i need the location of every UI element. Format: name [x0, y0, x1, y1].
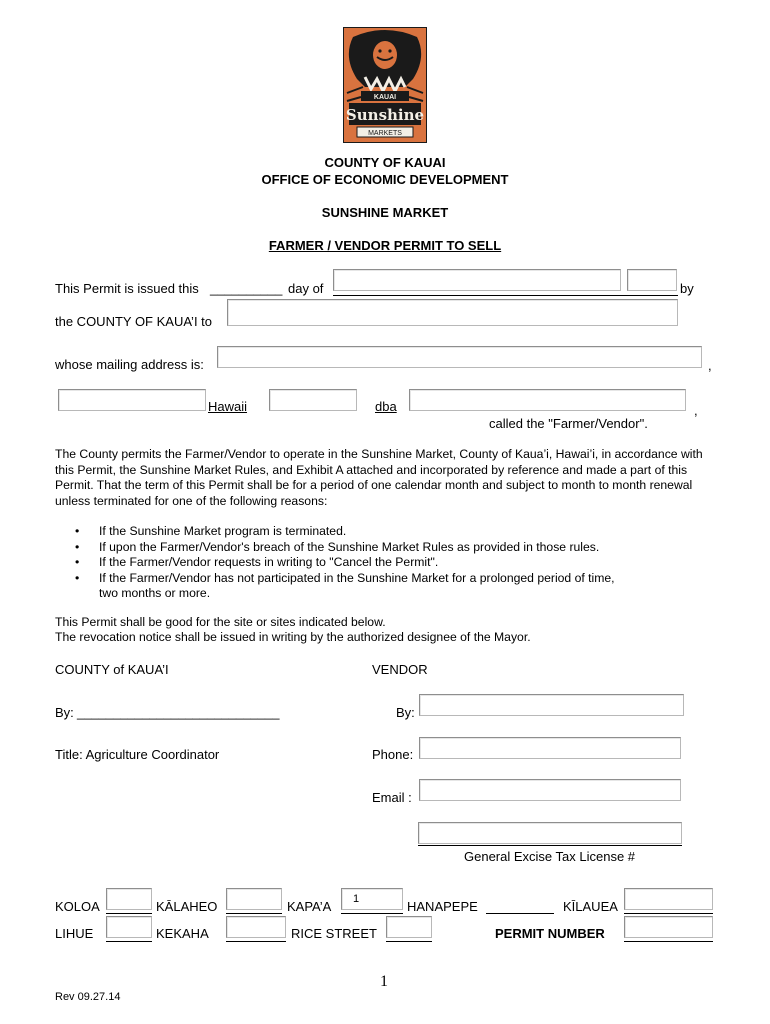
list-item: • If the Farmer/Vendor has not participated in the Sunshine Market for a prolonged period of time,: [75, 570, 615, 585]
city-field[interactable]: [58, 389, 206, 411]
vendor-label: VENDOR: [372, 662, 428, 677]
list-item: • If the Sunshine Market program is terminated.: [75, 524, 347, 538]
site-kalaheo-label: KĀLAHEO: [156, 899, 218, 914]
by-label: by: [680, 281, 694, 296]
site-kekaha-field[interactable]: [226, 916, 286, 938]
called-farmer-vendor: called the "Farmer/Vendor".: [489, 416, 648, 431]
mailing-address-field[interactable]: [217, 346, 702, 368]
logo-sunshine-text: Sunshine: [345, 106, 425, 124]
phone-label: Phone:: [372, 747, 414, 762]
site-kilauea-label: KĪLAUEA: [563, 899, 618, 914]
dba-label: dba: [375, 399, 397, 414]
zip-field[interactable]: [269, 389, 357, 411]
list-item: • If the Farmer/Vendor requests in writing to "Cancel the Permit".: [75, 555, 439, 570]
dba-field[interactable]: [409, 389, 686, 411]
page-number: 1: [380, 973, 388, 990]
email-field[interactable]: [419, 779, 681, 801]
sunshine-markets-logo: [343, 27, 427, 143]
tax-license-label: General Excise Tax License #: [464, 849, 636, 864]
site-kilauea-field[interactable]: [624, 888, 713, 910]
site-kapaa-label: KAPA’A: [287, 899, 332, 914]
site-lihue-field[interactable]: [106, 916, 152, 938]
email-label: Email :: [372, 790, 412, 805]
county-title: Title: Agriculture Coordinator: [55, 747, 220, 762]
site-rice-street-field[interactable]: [386, 916, 432, 938]
termination-reasons-list: [75, 524, 715, 602]
site-rice-street-label: RICE STREET: [291, 926, 377, 941]
site-kapaa-value: 1: [352, 893, 360, 905]
vendor-name-field[interactable]: [227, 299, 678, 326]
list-item: • If upon the Farmer/Vendor's breach of the Sunshine Market Rules as provided in those rules.: [75, 539, 600, 554]
day-of-label: day of: [288, 281, 324, 296]
permit-number-label: PERMIT NUMBER: [495, 926, 605, 941]
revocation-statement: The revocation notice shall be issued in writing by the authorized designee of the Mayor.: [55, 630, 531, 644]
mailing-comma: ,: [708, 358, 712, 373]
site-statement: This Permit shall be good for the site or sites indicated below.: [55, 615, 386, 629]
mailing-label: whose mailing address is:: [55, 357, 204, 372]
phone-field[interactable]: [419, 737, 681, 759]
county-signature-line: ____________________________: [77, 705, 280, 720]
year-field[interactable]: [627, 269, 677, 291]
site-koloa-field[interactable]: [106, 888, 152, 910]
site-lihue-label: LIHUE: [55, 926, 94, 941]
revision-label: Rev 09.27.14: [55, 991, 121, 1003]
vendor-by-label: By:: [396, 705, 415, 720]
issued-label: This Permit is issued this: [55, 281, 199, 296]
site-koloa-label: KOLOA: [55, 899, 100, 914]
issued-day-blank: __________: [210, 281, 283, 296]
list-item-continuation: two months or more.: [99, 586, 211, 601]
county-label: COUNTY of KAUA’I: [55, 662, 169, 677]
header-county: COUNTY OF KAUAI: [324, 155, 446, 170]
header-sunshine-market: SUNSHINE MARKET: [321, 205, 449, 220]
vendor-by-field[interactable]: [419, 694, 684, 716]
site-hanapepe-label: HANAPEPE: [407, 899, 478, 914]
site-kekaha-label: KEKAHA: [156, 926, 209, 941]
county-by-label: By:: [55, 705, 74, 720]
header-permit-title: FARMER / VENDOR PERMIT TO SELL: [268, 238, 502, 253]
month-field[interactable]: [333, 269, 621, 291]
permit-terms-paragraph: The County permits the Farmer/Vendor to operate in the Sunshine Market, County of Kaua’i, Hawai’i, in accordance with this Permit, the Sunshine Market Rules, and Exhibit A attached and incorporated by reference and made a part of this Permit. That the term of this Permit shall be for a period of one calendar month and subject to month to month renewal unless terminated for one of the following reasons:: [55, 447, 703, 508]
logo-kauai-text: KAUAI: [373, 94, 397, 101]
hawaii-label: Hawaii: [208, 399, 248, 414]
county-to-label: the COUNTY OF KAUA’I to: [55, 314, 213, 329]
header-office: OFFICE OF ECONOMIC DEVELOPMENT: [261, 172, 509, 187]
permit-number-field[interactable]: [624, 916, 713, 938]
site-kalaheo-field[interactable]: [226, 888, 282, 910]
tax-license-field[interactable]: [418, 822, 682, 844]
dba-comma: ,: [694, 403, 698, 418]
logo-markets-text: MARKETS: [368, 130, 402, 137]
